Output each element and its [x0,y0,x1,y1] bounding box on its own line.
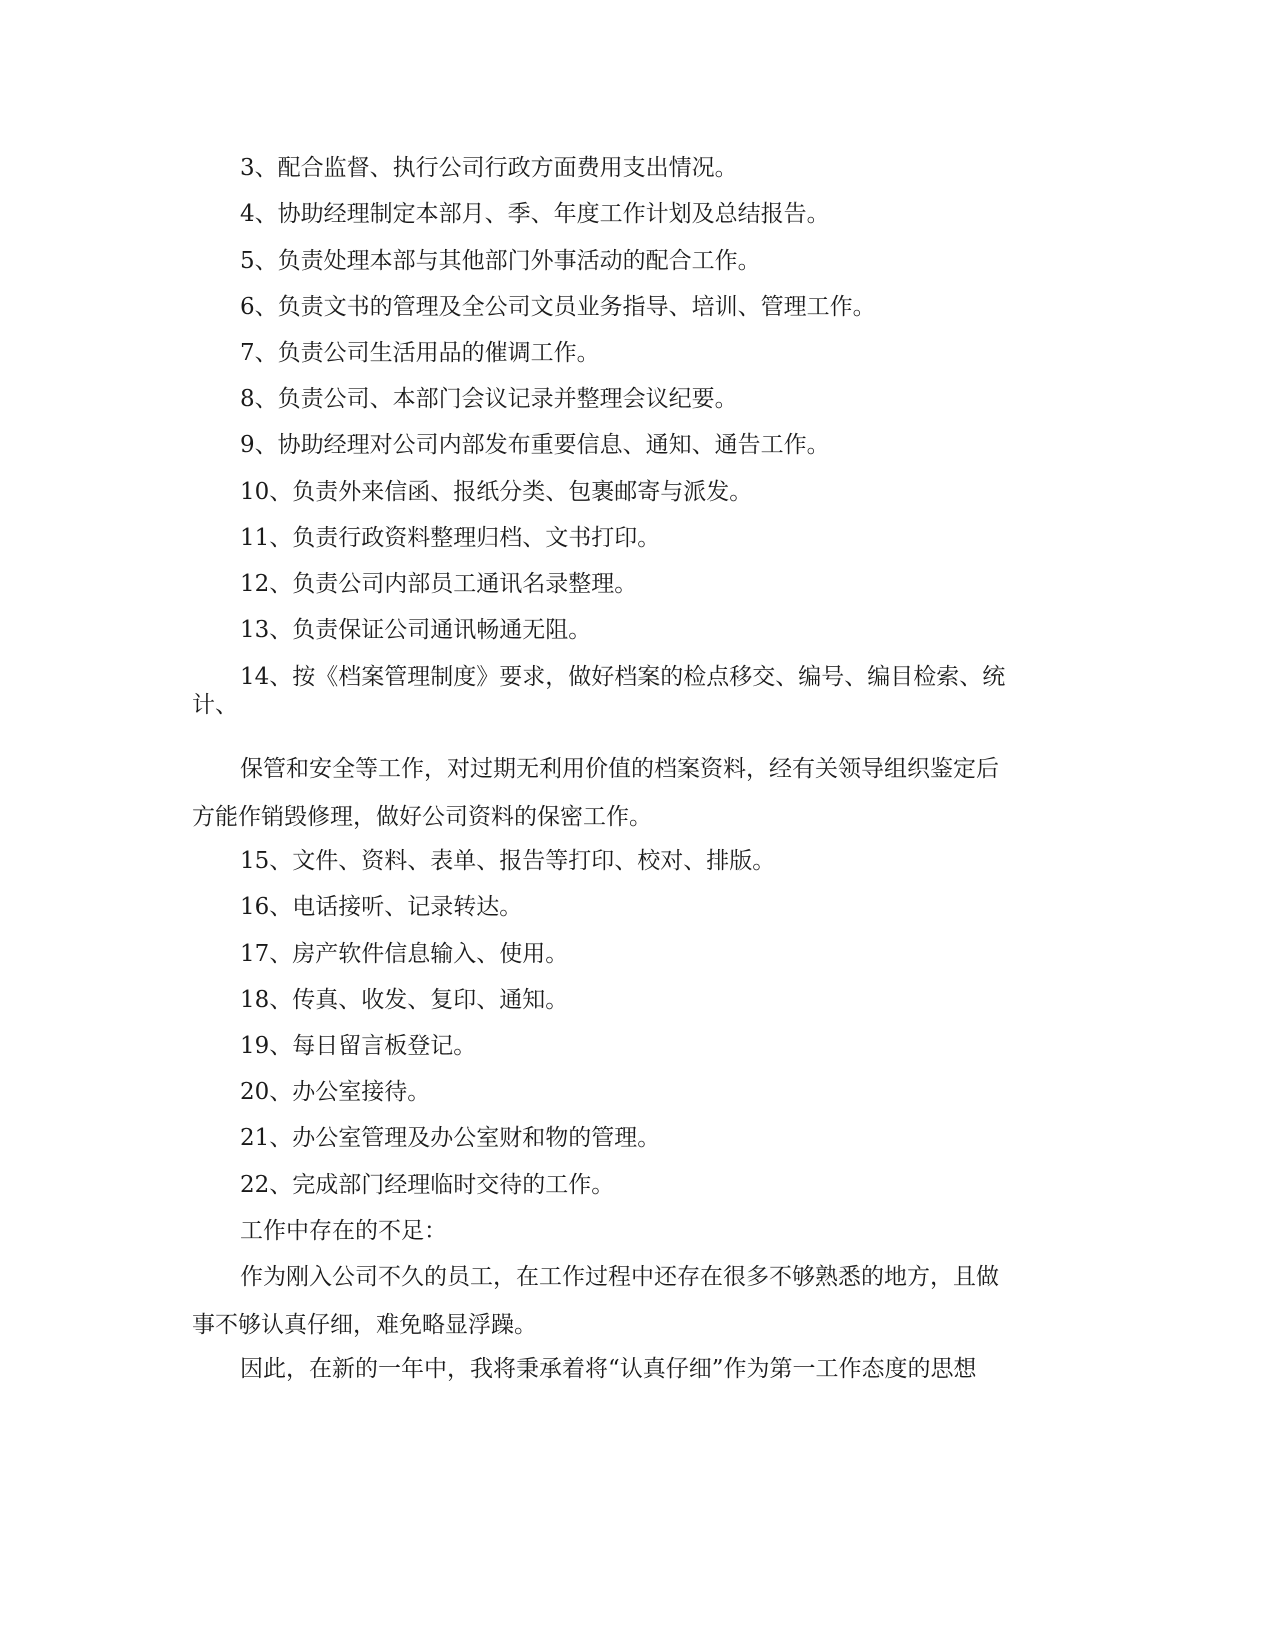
list-item: 5、负责处理本部与其他部门外事活动的配合工作。 [240,248,761,274]
list-item: 12、负责公司内部员工通讯名录整理。 [240,571,638,597]
list-item-14: 14、按《档案管理制度》要求，做好档案的检点移交、编号、编目检索、统 计、 [192,664,1006,718]
list-item: 4、协助经理制定本部月、季、年度工作计划及总结报告。 [240,201,830,227]
list-item: 3、配合监督、执行公司行政方面费用支出情况。 [240,155,738,181]
list-item: 21、办公室管理及办公室财和物的管理。 [240,1125,661,1151]
list-item: 18、传真、收发、复印、通知。 [240,987,569,1013]
list-item: 9、协助经理对公司内部发布重要信息、通知、通告工作。 [240,432,830,458]
list-item: 11、负责行政资料整理归档、文书打印。 [240,525,661,551]
closing-paragraph: 因此，在新的一年中，我将秉承着将“认真仔细”作为第一工作态度的思想 [240,1356,977,1382]
list-item: 13、负责保证公司通讯畅通无阻。 [240,617,592,643]
list-item: 20、办公室接待。 [240,1079,431,1105]
list-item-14-continued: 保管和安全等工作，对过期无利用价值的档案资料，经有关领导组织鉴定后 方能作销毁修理，做好公司资料的保密工作。 [192,756,999,830]
list-item: 7、负责公司生活用品的催调工作。 [240,340,600,366]
list-item: 10、负责外来信函、报纸分类、包裹邮寄与派发。 [240,479,753,505]
list-item: 6、负责文书的管理及全公司文员业务指导、培训、管理工作。 [240,294,876,320]
shortcomings-paragraph: 作为刚入公司不久的员工，在工作过程中还存在很多不够熟悉的地方，且做 事不够认真仔细，难免略显浮躁。 [192,1264,999,1338]
section-heading: 工作中存在的不足： [240,1218,447,1244]
list-item: 16、电话接听、记录转达。 [240,894,523,920]
list-item: 15、文件、资料、表单、报告等打印、校对、排版。 [240,848,776,874]
list-item: 22、完成部门经理临时交待的工作。 [240,1172,615,1198]
list-item: 19、每日留言板登记。 [240,1033,477,1059]
list-item: 8、负责公司、本部门会议记录并整理会议纪要。 [240,386,738,412]
list-item: 17、房产软件信息输入、使用。 [240,941,569,967]
